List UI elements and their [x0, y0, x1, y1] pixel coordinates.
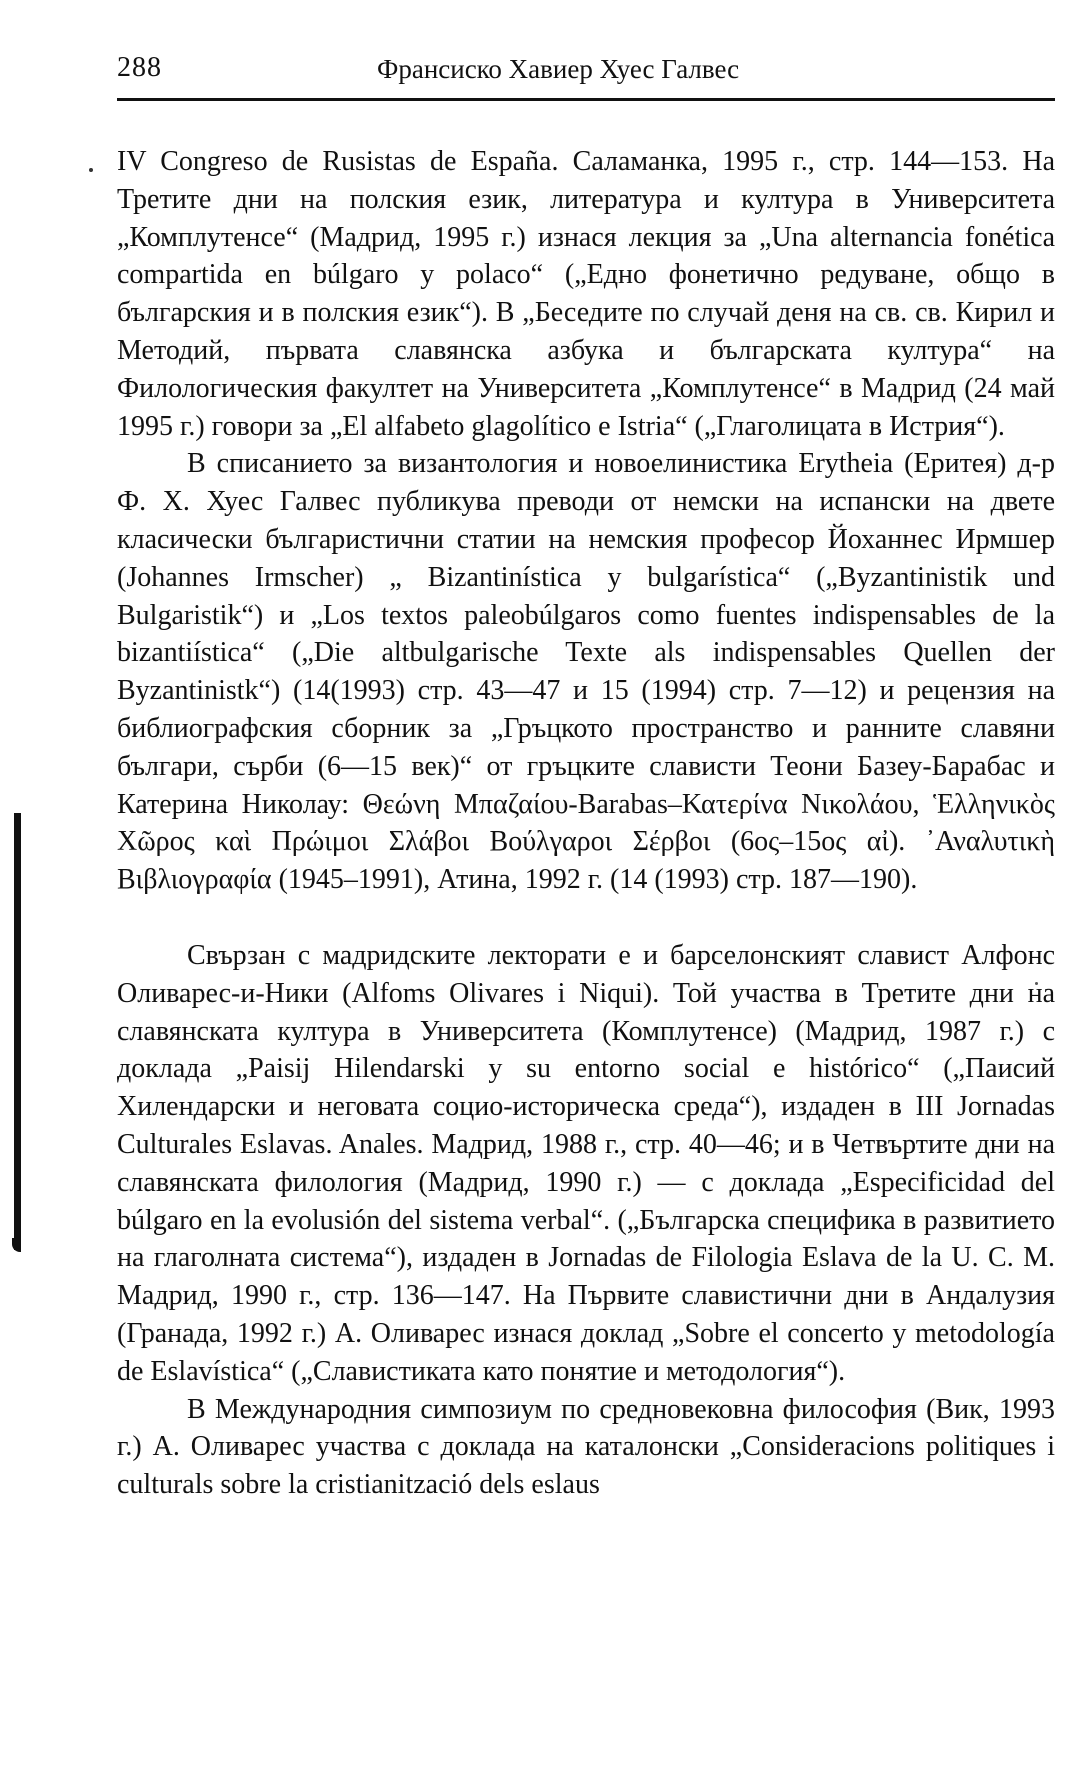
paragraph-gap: [117, 899, 1055, 937]
page-number: 288: [117, 52, 162, 83]
page-header: [117, 52, 1055, 96]
paragraph: В Международния симпозиум по средновековна философия (Вик, 1993 г.) А. Оливарес участва с доклада на каталонски „Consideracions politiques i culturals sobre la cristianització dels eslaus: [117, 1393, 1055, 1501]
margin-mark: [89, 168, 93, 172]
margin-side-bar: [14, 813, 21, 1250]
running-head: Франсиско Хавиер Хуес Галвес: [377, 54, 740, 84]
header-rule: [117, 98, 1055, 101]
paragraph: IV Congreso de Rusistas de España. Саламанка, 1995 г., стр. 144—153. На Третите дни на полския език, литература и култура в Университета „Комплутенсе“ (Мадрид, 1995 г.) изнася лекция за „Una alternancia fonética compartida en búlgaro y polaco“ („Едно фонетично редуване, общо в българския и в полския език“). В „Беседите по случай деня на св. св. Кирил и Методий, първата славянска азбука и българската култура“ на Филологическия факултет на Университета „Комплутенсе“ в Мадрид (24 май 1995 г.) говори за „El alfabeto glagolítico e Istria“ („Глаголицата в Истрия“).: [117, 146, 1055, 442]
paragraph: В списанието за византология и новоелинистика Erytheia (Еритея) д-р Ф. Х. Хуес Галвес публикува преводи от немски на испански на двете класически българистични статии на немския професор Йоханнес Ирмшер (Johannes Irmscher) „ Bizantinística y bulgarística“ („Byzantinistik und Bulgaristik“) и „Los textos paleobúlgaros como fuentes indispensables de la bizantiística“ („Die altbulgarische Texte als indispensables Quellen der Byzantinistk“) (14(1993) стр. 43—47 и 15 (1994) стр. 7—12) и рецензия на библиографския сборник за „Гръцкото пространство и ранните славяни българи, сърби (6—15 век)“ от гръцките слависти Теони Базеу-Барабас и Катерина Николау: Θεώνη Μπαζαίου-Barabas–Κατερίνα Νικολάου, Ἑλληνικὸς Χῶρος καὶ Πρώιμοι Σλάβοι Βούλγαροι Σέρβοι (6ος–15ος αἰ). ᾿Αναλυτικὴ Βιβλιογραφία (1945–1991), Атина, 1992 г. (14 (1993) стр. 187—190).: [117, 448, 1055, 896]
body-text: [117, 143, 1055, 1504]
paragraph: Свързан с мадридските лекторати е и барселонският славист Алфонс Оливарес-и-Ники (Alfoms Olivares i Niqui). Той участва в Третите дни на славянската култура в Университета (Комплутенсе) (Мадрид, 1987 г.) с доклада „Paisij Hilendarski y su entorno social e histórico“ („Паисий Хилендарски и неговата социо-историческа среда“), издаден в III Jornadas Culturales Eslavas. Anales. Мадрид, 1988 г., стр. 40—46; и в Четвъртите дни на славянската филология (Мадрид, 1990 г.) — с доклада „Especificidad del búlgaro en la evolusión del sistema verbal“. („Българска специфика в развитието на глаголната система“), издаден в Jornadas de Filologia Eslava de la U. C. M. Мадрид, 1990 г., стр. 136—147. На Първите славистични дни в Андалузия (Гранада, 1992 г.) А. Оливарес изнася доклад „Sobre el concerto y metodología de Eslavística“ („Славистиката като понятие и методология“).: [117, 939, 1055, 1387]
